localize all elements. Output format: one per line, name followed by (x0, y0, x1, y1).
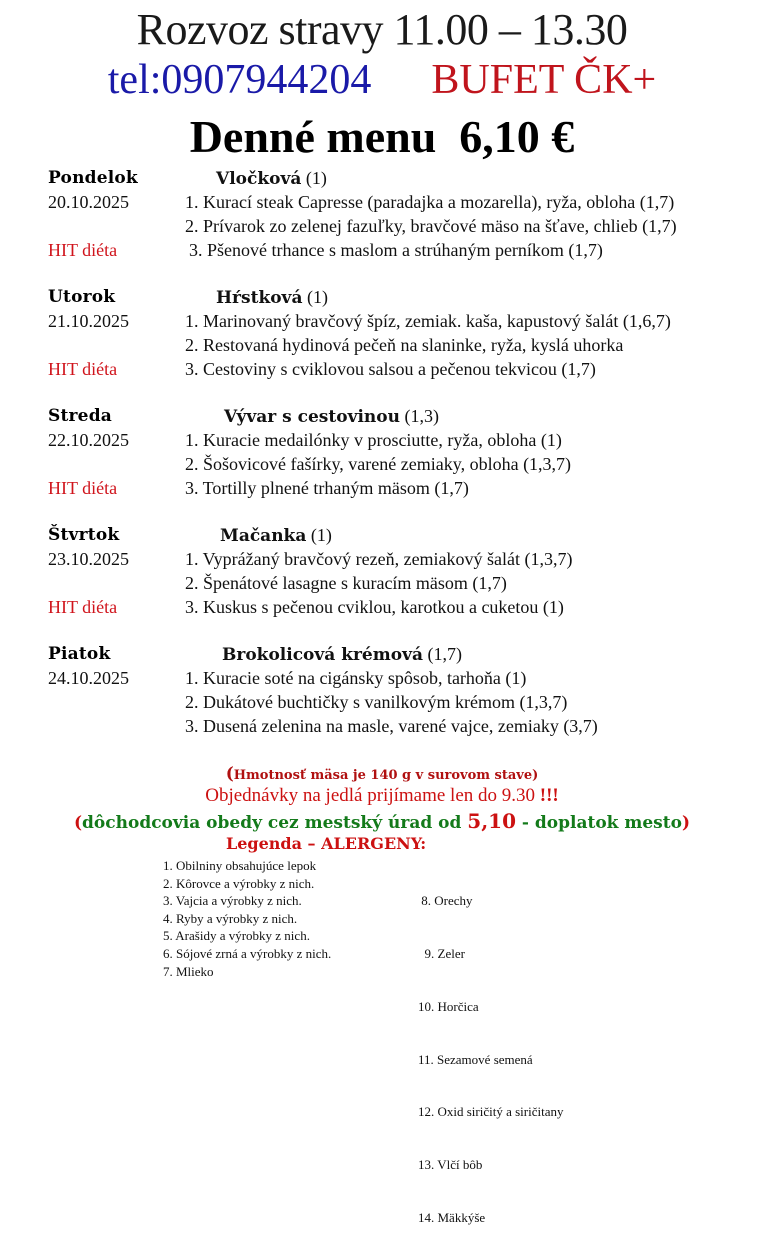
dish-2: 2. Špenátové lasagne s kuracím mäsom (1,7) (185, 573, 507, 593)
soup-name: Brokolicová krémová (222, 645, 423, 665)
allergen-item: 3. Vajcia a výrobky z nich. (163, 893, 302, 909)
allergen-item: 8. Orechy (418, 893, 473, 909)
day-date: 21.10.2025 (48, 311, 129, 331)
allergen-item: 7. Mlieko (163, 963, 214, 979)
allergen-item: 4. Ryby a výrobky z nich. (163, 910, 298, 926)
order-deadline-note (0, 785, 764, 807)
allergen-legend-title: Legenda – ALERGENY: (226, 834, 427, 853)
allergen-item: 10. Horčica (418, 998, 479, 1014)
day-date: 22.10.2025 (48, 430, 129, 450)
soup-allergens: (1,7) (427, 644, 462, 664)
allergen-item: 2. Kôrovce a výrobky z nich. (163, 875, 315, 891)
seniors-price: 5,10 (467, 809, 517, 833)
meat-weight-note (0, 764, 764, 784)
soup (222, 642, 462, 667)
dish-3: 3. Kuskus s pečenou cviklou, karotkou a cuketou (1) (185, 597, 564, 617)
day-name: Štvrtok (48, 525, 120, 545)
dish-2: 2. Dukátové buchtičky s vanilkovým krémom (1,3,7) (185, 692, 568, 712)
hit-diet-label: HIT diéta (48, 359, 118, 379)
seniors-note (0, 809, 764, 833)
day-date: 24.10.2025 (48, 668, 129, 688)
soup-name: Vývar s cestovinou (224, 407, 400, 427)
soup (216, 285, 328, 310)
hit-diet-label: HIT diéta (48, 478, 118, 498)
seniors-rest: - doplatok mesto (516, 813, 682, 833)
day-tuesday (48, 285, 758, 381)
allergen-item: 13. Vlčí bôb (418, 1157, 483, 1173)
day-date: 23.10.2025 (48, 549, 129, 569)
day-name: Utorok (48, 287, 116, 307)
soup-allergens: (1) (305, 168, 327, 188)
meat-weight-text: Hmotnosť mäsa je 140 g v surovom stave) (233, 768, 539, 783)
dish-1: 1. Marinovaný bravčový špíz, zemiak. kaša, kapustový šalát (1,6,7) (185, 311, 671, 331)
menu-title: Denné menu 6,10 € (189, 111, 575, 162)
day-wednesday (48, 404, 758, 500)
soup-allergens: (1) (310, 525, 332, 545)
day-name: Piatok (48, 644, 111, 664)
allergen-item: 12. Oxid siričitý a siričitany (418, 1104, 564, 1120)
seniors-text: dôchodcovia obedy cez mestský úrad od (82, 813, 468, 833)
day-date: 20.10.2025 (48, 192, 129, 212)
soup-allergens: (1,3) (404, 406, 439, 426)
soup-name: Hŕstková (216, 288, 303, 308)
paren-close: ) (681, 813, 690, 833)
delivery-hours-title: Rozvoz stravy 11.00 – 13.30 (136, 5, 628, 54)
dish-1: 1. Kuracie medailónky v prosciutte, ryža, obloha (1) (185, 430, 562, 450)
allergen-item: 6. Sójové zrná a výrobky z nich. (163, 945, 332, 961)
hit-diet-label: HIT diéta (48, 597, 118, 617)
phone-number[interactable]: tel:0907944204 (107, 57, 372, 103)
dish-3: 3. Dusená zelenina na masle, varené vajce, zemiaky (3,7) (185, 716, 598, 736)
allergen-item: 14. Mäkkýše (418, 1209, 486, 1225)
dish-1: 1. Kuracie soté na cigánsky spôsob, tarhoňa (1) (185, 668, 527, 688)
allergen-item: 11. Sezamové semená (418, 1051, 533, 1067)
soup (224, 404, 439, 429)
soup-name: Vločková (216, 169, 302, 189)
day-friday (48, 642, 758, 738)
allergen-item: 9. Zeler (418, 945, 465, 961)
day-name: Streda (48, 406, 113, 426)
dish-3: 3. Pšenové trhance s maslom a strúhaným perníkom (1,7) (189, 240, 603, 260)
soup-allergens: (1) (306, 287, 328, 307)
dish-1: 1. Vyprážaný bravčový rezeň, zemiakový šalát (1,3,7) (185, 549, 573, 569)
dish-2: 2. Restovaná hydinová pečeň na slaninke, ryža, kyslá uhorka (185, 335, 624, 355)
dish-3: 3. Cestoviny s cviklovou salsou a pečenou tekvicou (1,7) (185, 359, 596, 379)
order-deadline-text: Objednávky na jedlá prijímame len do 9.30 (205, 785, 540, 806)
dish-2: 2. Prívarok zo zelenej fazuľky, bravčové mäso na šťave, chlieb (1,7) (185, 216, 677, 236)
day-monday (48, 166, 758, 262)
paren-open: ( (74, 813, 83, 833)
soup (220, 523, 332, 548)
day-name: Pondelok (48, 168, 138, 188)
paren-open: ( (225, 764, 234, 784)
exclamation: !!! (539, 785, 559, 806)
soup-name: Mačanka (220, 526, 307, 546)
day-thursday (48, 523, 758, 619)
allergen-item: 5. Arašidy a výrobky z nich. (163, 928, 310, 944)
allergen-item: 1. Obilniny obsahujúce lepok (163, 858, 317, 873)
dish-2: 2. Šošovicové fašírky, varené zemiaky, obloha (1,3,7) (185, 454, 572, 474)
hit-diet-label: HIT diéta (48, 240, 118, 260)
dish-1: 1. Kurací steak Capresse (paradajka a mozarella), ryža, obloha (1,7) (185, 192, 675, 212)
soup (216, 166, 327, 191)
dish-3: 3. Tortilly plnené trhaným mäsom (1,7) (185, 478, 469, 498)
brand-name: BUFET ČK+ (431, 57, 657, 103)
allergen-list-left (163, 857, 331, 980)
allergen-list-right (418, 857, 564, 1244)
contact-line (0, 56, 764, 104)
